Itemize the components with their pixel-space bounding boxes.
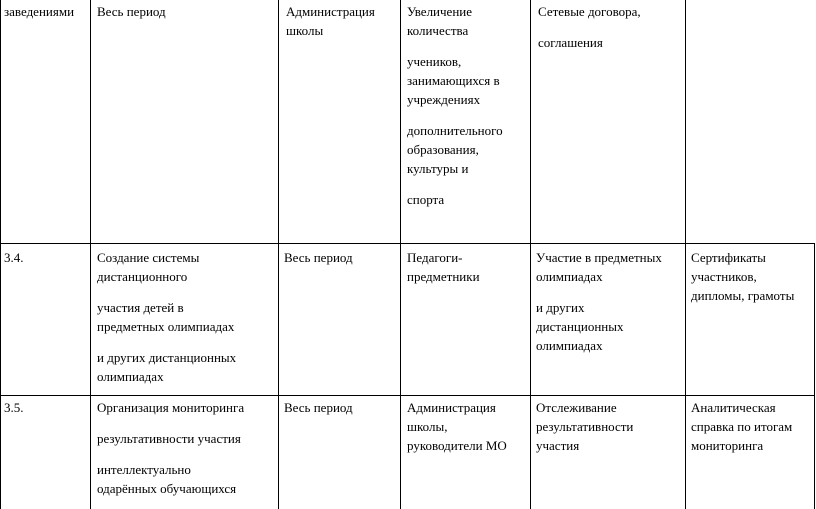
row1-responsible-line2: школы — [286, 23, 324, 38]
cell-row1-responsible — [286, 2, 398, 40]
row2-result-para2: и других дистанционных олимпиадах — [536, 300, 624, 353]
grid-line-row2 — [0, 395, 815, 396]
row2-activity-para1: Создание системы дистанционного — [97, 250, 200, 284]
cell-row1-num — [4, 2, 90, 21]
row1-num-text: заведениями — [4, 4, 75, 19]
row3-activity-para2: результативности участия — [97, 431, 241, 446]
row3-activity-para3: интеллектуально одарённых обучающихся — [97, 462, 237, 496]
row1-control-line1: Сетевые договора, — [538, 4, 641, 19]
cell-row3-result — [536, 398, 684, 455]
row3-period-text: Весь период — [284, 400, 353, 415]
row2-result-para1: Участие в предметных олимпиадах — [536, 250, 662, 284]
row2-form-text: Сертификаты участников, дипломы, грамоты — [691, 250, 795, 303]
cell-row3-responsible — [407, 398, 529, 455]
row1-result-line2: количества — [407, 23, 469, 38]
grid-line-right — [814, 243, 815, 509]
grid-line-col2 — [278, 0, 279, 509]
cell-row2-result — [536, 248, 684, 355]
row3-num-text: 3.5. — [4, 400, 24, 415]
grid-line-col4 — [530, 0, 531, 509]
cell-row2-form — [691, 248, 813, 305]
row1-result-para2: учеников, занимающихся в учреждениях — [407, 54, 500, 107]
row3-responsible-text: Администрация школы, руководители МО — [407, 400, 507, 453]
cell-row3-num — [4, 398, 90, 417]
row3-form-text: Аналитическая справка по итогам мониторинга — [691, 400, 793, 453]
row2-num-text: 3.4. — [4, 250, 24, 265]
cell-row2-activity — [97, 248, 277, 386]
cell-row3-form — [691, 398, 813, 455]
grid-line-col5 — [685, 0, 686, 509]
row3-activity-para1: Организация мониторинга — [97, 400, 245, 415]
cell-row1-result — [407, 2, 529, 209]
row1-result-para3: дополнительного образования, культуры и — [407, 123, 503, 176]
row2-period-text: Весь период — [284, 250, 353, 265]
grid-line-left — [0, 0, 1, 509]
grid-line-col1 — [90, 0, 91, 509]
cell-row3-period — [284, 398, 398, 417]
row3-result-text: Отслеживание результативности участия — [536, 400, 634, 453]
row2-activity-para3: и других дистанционных олимпиадах — [97, 350, 237, 384]
row1-control-line2: соглашения — [538, 35, 603, 50]
row1-period-text: Весь период — [97, 4, 166, 19]
row1-result-para4: спорта — [407, 192, 445, 207]
cell-row1-control — [538, 2, 683, 52]
row1-responsible-line1: Администрация — [286, 4, 375, 19]
grid-line-col3 — [400, 0, 401, 509]
grid-line-row1 — [0, 243, 815, 244]
row2-responsible-text: Педагоги- предметники — [407, 250, 480, 284]
row2-activity-para2: участия детей в предметных олимпиадах — [97, 300, 235, 334]
cell-row3-activity — [97, 398, 277, 498]
row1-result-line1: Увеличение — [407, 4, 473, 19]
cell-row2-period — [284, 248, 398, 267]
cell-row1-period — [97, 2, 275, 21]
cell-row2-responsible — [407, 248, 529, 286]
cell-row2-num — [4, 248, 90, 267]
